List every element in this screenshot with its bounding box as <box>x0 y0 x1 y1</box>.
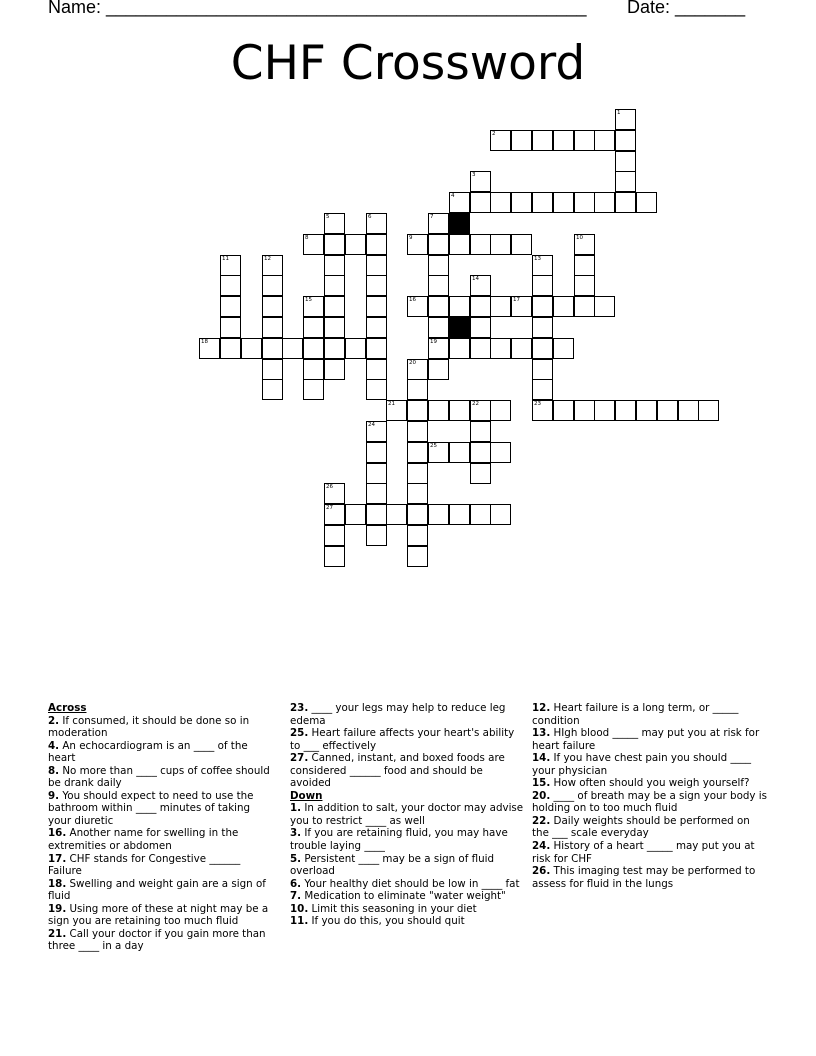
date-field: Date: _______ <box>627 0 746 17</box>
clue-item <box>290 727 524 752</box>
grid-cell[interactable] <box>199 338 220 359</box>
grid-cell[interactable] <box>428 504 449 525</box>
grid-cell[interactable] <box>532 338 553 359</box>
grid-cell[interactable] <box>574 130 595 151</box>
grid-cell[interactable] <box>324 296 345 317</box>
clue-item-number: 27. <box>290 752 309 765</box>
grid-cell[interactable] <box>532 130 553 151</box>
grid-cell[interactable] <box>511 130 532 151</box>
grid-cell[interactable] <box>532 359 553 380</box>
clue-item <box>532 790 768 815</box>
clue-number: 15 <box>305 297 312 303</box>
clue-item <box>290 903 524 916</box>
grid-cell[interactable] <box>449 442 470 463</box>
grid-cell[interactable] <box>553 192 574 213</box>
grid-cell[interactable] <box>678 400 699 421</box>
clue-item-text: Your healthy diet should be low in ____ fat <box>301 877 520 890</box>
grid-cell[interactable] <box>470 504 491 525</box>
grid-cell[interactable] <box>262 275 283 296</box>
clue-item-text: CHF stands for Congestive ______ Failure <box>48 852 241 878</box>
grid-cell[interactable] <box>407 546 428 567</box>
grid-cell[interactable] <box>407 483 428 504</box>
clue-item <box>532 727 768 752</box>
grid-cell[interactable] <box>615 192 636 213</box>
clue-number: 18 <box>201 339 208 345</box>
clue-item-number: 21. <box>48 927 67 940</box>
clue-item-number: 23. <box>290 702 309 714</box>
grid-cell[interactable] <box>303 359 324 380</box>
grid-cell[interactable] <box>594 296 615 317</box>
clue-item-text: HIgh blood _____ may put you at risk for heart failure <box>532 727 760 752</box>
grid-cell[interactable] <box>594 130 615 151</box>
clue-item-number: 6. <box>290 877 302 890</box>
clue-item-number: 18. <box>48 877 67 890</box>
clue-number: 11 <box>222 256 229 262</box>
clue-item-text: If consumed, it should be done so in moderation <box>48 714 250 740</box>
clue-item-number: 19. <box>48 902 67 915</box>
grid-cell[interactable] <box>490 504 511 525</box>
grid-cell[interactable] <box>428 317 449 338</box>
grid-cell[interactable] <box>532 192 553 213</box>
grid-cell[interactable] <box>324 338 345 359</box>
grid-cell[interactable] <box>449 234 470 255</box>
grid-cell[interactable] <box>324 483 345 504</box>
grid-cell[interactable] <box>511 338 532 359</box>
clue-item <box>290 702 524 727</box>
clue-item-text: In addition to salt, your doctor may advise you to restrict ____ as well <box>290 802 524 827</box>
grid-cell[interactable] <box>366 442 387 463</box>
clue-item-number: 4. <box>48 739 60 752</box>
grid-cell[interactable] <box>303 296 324 317</box>
clue-item <box>48 790 274 828</box>
grid-cell[interactable] <box>470 275 491 296</box>
grid-cell[interactable] <box>386 400 407 421</box>
grid-cell[interactable] <box>594 192 615 213</box>
clue-number: 26 <box>326 484 333 490</box>
grid-cell[interactable] <box>470 192 491 213</box>
grid-cell[interactable] <box>366 504 387 525</box>
clue-item-number: 8. <box>48 764 60 777</box>
clue-item-text: Heart failure affects your heart's ability to ___ effectively <box>290 727 515 752</box>
clue-item-text: Another name for swelling in the extremities or abdomen <box>48 827 239 853</box>
black-square <box>449 213 470 234</box>
clue-item-text: How often should you weigh yourself? <box>550 777 750 790</box>
grid-cell[interactable] <box>470 296 491 317</box>
grid-cell[interactable] <box>428 275 449 296</box>
clue-item-text: ____ of breath may be a sign your body is holding on to too much fluid <box>532 789 767 815</box>
black-square <box>449 317 470 338</box>
clues-column-2 <box>290 702 524 928</box>
grid-cell[interactable] <box>490 296 511 317</box>
grid-cell[interactable] <box>220 338 241 359</box>
grid-cell[interactable] <box>490 234 511 255</box>
grid-cell[interactable] <box>407 463 428 484</box>
clue-number: 21 <box>388 401 395 407</box>
grid-cell[interactable] <box>470 171 491 192</box>
grid-cell[interactable] <box>366 359 387 380</box>
grid-cell[interactable] <box>428 442 449 463</box>
grid-cell[interactable] <box>574 234 595 255</box>
grid-cell[interactable] <box>698 400 719 421</box>
grid-cell[interactable] <box>511 234 532 255</box>
grid-cell[interactable] <box>470 400 491 421</box>
clue-number: 23 <box>534 401 541 407</box>
grid-cell[interactable] <box>490 442 511 463</box>
clue-item <box>290 802 524 827</box>
grid-cell[interactable] <box>470 421 491 442</box>
clue-number: 19 <box>430 339 437 345</box>
clue-item-number: 10. <box>290 902 309 915</box>
grid-cell[interactable] <box>262 359 283 380</box>
clue-item-number: 3. <box>290 827 302 840</box>
clue-number: 9 <box>409 235 413 241</box>
grid-cell[interactable] <box>490 400 511 421</box>
grid-cell[interactable] <box>615 130 636 151</box>
grid-cell[interactable] <box>345 234 366 255</box>
clue-item-number: 9. <box>48 789 60 802</box>
grid-cell[interactable] <box>574 296 595 317</box>
grid-cell[interactable] <box>428 234 449 255</box>
grid-cell[interactable] <box>366 296 387 317</box>
grid-cell[interactable] <box>428 213 449 234</box>
clue-item-number: 7. <box>290 890 302 903</box>
grid-cell[interactable] <box>449 338 470 359</box>
grid-cell[interactable] <box>470 338 491 359</box>
clue-number: 8 <box>305 235 309 241</box>
grid-cell[interactable] <box>428 255 449 276</box>
grid-cell[interactable] <box>553 296 574 317</box>
grid-cell[interactable] <box>262 379 283 400</box>
clue-item-text: Daily weights should be performed on the ___ scale everyday <box>532 814 750 840</box>
grid-cell[interactable] <box>470 317 491 338</box>
grid-cell[interactable] <box>366 234 387 255</box>
clue-number: 6 <box>368 214 372 220</box>
grid-cell[interactable] <box>470 442 491 463</box>
clue-number: 14 <box>472 276 479 282</box>
grid-cell[interactable] <box>262 296 283 317</box>
clue-item-number: 11. <box>290 915 309 928</box>
clue-item <box>48 715 274 740</box>
clue-item-number: 15. <box>532 777 551 790</box>
grid-cell[interactable] <box>490 130 511 151</box>
clue-number: 7 <box>430 214 434 220</box>
grid-cell[interactable] <box>407 296 428 317</box>
clue-number: 1 <box>617 110 621 116</box>
grid-cell[interactable] <box>407 234 428 255</box>
clue-item <box>290 827 524 852</box>
clue-item-text: This imaging test may be performed to assess for fluid in the lungs <box>532 865 756 890</box>
clue-item <box>290 853 524 878</box>
clue-item-number: 5. <box>290 852 302 865</box>
grid-cell[interactable] <box>324 275 345 296</box>
grid-cell[interactable] <box>428 400 449 421</box>
grid-cell[interactable] <box>470 463 491 484</box>
grid-cell[interactable] <box>407 379 428 400</box>
clue-item <box>48 827 274 852</box>
grid-cell[interactable] <box>449 400 470 421</box>
grid-cell[interactable] <box>511 296 532 317</box>
grid-cell[interactable] <box>449 296 470 317</box>
grid-cell[interactable] <box>324 359 345 380</box>
clue-item-text: No more than ____ cups of coffee should be drank daily <box>48 764 270 790</box>
grid-cell[interactable] <box>574 192 595 213</box>
clue-item <box>532 815 768 840</box>
clue-item-text: Persistent ____ may be a sign of fluid overload <box>290 852 495 878</box>
grid-cell[interactable] <box>262 317 283 338</box>
grid-cell[interactable] <box>366 275 387 296</box>
clue-item-text: Canned, instant, and boxed foods are considered ______ food and should be avoided <box>290 752 505 790</box>
grid-cell[interactable] <box>657 400 678 421</box>
grid-cell[interactable] <box>407 359 428 380</box>
grid-cell[interactable] <box>574 255 595 276</box>
grid-cell[interactable] <box>490 338 511 359</box>
grid-cell[interactable] <box>407 504 428 525</box>
grid-cell[interactable] <box>366 525 387 546</box>
grid-cell[interactable] <box>282 338 303 359</box>
clue-number: 12 <box>264 256 271 262</box>
clue-item <box>48 878 274 903</box>
grid-cell[interactable] <box>532 275 553 296</box>
clue-item <box>532 702 768 727</box>
grid-cell[interactable] <box>449 192 470 213</box>
grid-cell[interactable] <box>615 400 636 421</box>
grid-cell[interactable] <box>594 400 615 421</box>
clue-number: 17 <box>513 297 520 303</box>
grid-cell[interactable] <box>220 275 241 296</box>
grid-cell[interactable] <box>407 442 428 463</box>
grid-cell[interactable] <box>366 338 387 359</box>
clue-item-text: Medication to eliminate "water weight" <box>301 890 506 903</box>
grid-cell[interactable] <box>220 255 241 276</box>
clue-item-text: You should expect to need to use the bathroom within ____ minutes of taking your diuretic <box>48 789 254 827</box>
clue-item <box>532 840 768 865</box>
grid-cell[interactable] <box>407 421 428 442</box>
clue-item-number: 12. <box>532 702 551 714</box>
clue-number: 4 <box>451 193 455 199</box>
clue-number: 25 <box>430 443 437 449</box>
clue-item-text: Heart failure is a long term, or _____ condition <box>532 702 739 727</box>
clue-item-text: If you are retaining fluid, you may have trouble laying ____ <box>290 827 508 853</box>
grid-cell[interactable] <box>636 192 657 213</box>
clue-item-number: 13. <box>532 727 551 740</box>
grid-cell[interactable] <box>636 400 657 421</box>
clue-number: 22 <box>472 401 479 407</box>
clue-item-number: 16. <box>48 827 67 840</box>
grid-cell[interactable] <box>262 338 283 359</box>
clue-item-text: Call your doctor if you gain more than three ____ in a day <box>48 927 266 953</box>
grid-cell[interactable] <box>574 400 595 421</box>
grid-cell[interactable] <box>553 338 574 359</box>
grid-cell[interactable] <box>303 379 324 400</box>
clue-item <box>48 765 274 790</box>
clue-item <box>290 878 524 891</box>
grid-cell[interactable] <box>532 255 553 276</box>
clue-item <box>532 752 768 777</box>
clue-number: 24 <box>368 422 375 428</box>
grid-cell[interactable] <box>220 317 241 338</box>
clue-number: 5 <box>326 214 330 220</box>
clue-item-number: 20. <box>532 789 551 802</box>
grid-cell[interactable] <box>220 296 241 317</box>
name-field: Name: ________________________________________________ <box>48 0 587 17</box>
grid-cell[interactable] <box>615 151 636 172</box>
clue-item <box>532 777 768 790</box>
clue-item-text: An echocardiogram is an ____ of the heart <box>48 739 248 765</box>
grid-cell[interactable] <box>366 317 387 338</box>
clue-item-number: 26. <box>532 865 551 878</box>
clue-item-text: Swelling and weight gain are a sign of fluid <box>48 877 266 903</box>
grid-cell[interactable] <box>366 213 387 234</box>
clue-number: 16 <box>409 297 416 303</box>
grid-cell[interactable] <box>449 504 470 525</box>
grid-cell[interactable] <box>303 338 324 359</box>
grid-cell[interactable] <box>324 546 345 567</box>
grid-cell[interactable] <box>324 525 345 546</box>
grid-cell[interactable] <box>470 234 491 255</box>
grid-cell[interactable] <box>262 255 283 276</box>
grid-cell[interactable] <box>553 130 574 151</box>
clue-item <box>48 928 274 953</box>
clue-item-number: 2. <box>48 714 60 727</box>
clue-item-text: If you do this, you should quit <box>308 915 465 928</box>
clue-item-number: 24. <box>532 840 551 853</box>
down-clue-list-continued <box>532 702 768 890</box>
grid-cell[interactable] <box>553 400 574 421</box>
grid-cell[interactable] <box>407 525 428 546</box>
clue-item-number: 14. <box>532 752 551 765</box>
clue-item <box>290 915 524 928</box>
grid-cell[interactable] <box>324 255 345 276</box>
clue-item <box>290 752 524 790</box>
clues-column-1 <box>48 702 274 953</box>
across-heading: Across <box>48 702 87 714</box>
grid-cell[interactable] <box>303 234 324 255</box>
clue-item-text: Using more of these at night may be a sign you are retaining too much fluid <box>48 902 269 928</box>
grid-cell[interactable] <box>615 109 636 130</box>
clue-number: 27 <box>326 505 333 511</box>
grid-cell[interactable] <box>428 359 449 380</box>
clue-item-text: History of a heart _____ may put you at risk for CHF <box>532 840 755 865</box>
grid-cell[interactable] <box>366 255 387 276</box>
grid-cell[interactable] <box>366 421 387 442</box>
clues-column-3 <box>532 702 768 890</box>
clue-item <box>48 853 274 878</box>
grid-cell[interactable] <box>615 171 636 192</box>
clue-item-text: If you have chest pain you should ____ your physician <box>532 752 752 777</box>
grid-cell[interactable] <box>428 338 449 359</box>
clue-item-number: 25. <box>290 727 309 740</box>
grid-cell[interactable] <box>511 192 532 213</box>
clue-item <box>48 740 274 765</box>
clue-item <box>290 890 524 903</box>
across-clue-list-continued <box>290 702 524 790</box>
clue-item <box>532 865 768 890</box>
grid-cell[interactable] <box>324 504 345 525</box>
grid-cell[interactable] <box>574 275 595 296</box>
grid-cell[interactable] <box>532 400 553 421</box>
page-title: CHF Crossword <box>230 36 586 91</box>
clue-number: 13 <box>534 256 541 262</box>
grid-cell[interactable] <box>532 379 553 400</box>
grid-cell[interactable] <box>366 379 387 400</box>
grid-cell[interactable] <box>532 317 553 338</box>
grid-cell[interactable] <box>241 338 262 359</box>
clue-number: 20 <box>409 360 416 366</box>
grid-cell[interactable] <box>324 234 345 255</box>
down-clue-list <box>290 802 524 927</box>
grid-cell[interactable] <box>303 317 324 338</box>
grid-cell[interactable] <box>407 400 428 421</box>
clue-item-number: 17. <box>48 852 67 865</box>
grid-cell[interactable] <box>490 192 511 213</box>
grid-cell[interactable] <box>532 296 553 317</box>
clue-item <box>48 903 274 928</box>
clue-number: 10 <box>576 235 583 241</box>
clue-number: 2 <box>492 131 496 137</box>
grid-cell[interactable] <box>366 463 387 484</box>
clue-number: 3 <box>472 172 476 178</box>
clue-item-number: 22. <box>532 814 551 827</box>
grid-cell[interactable] <box>386 504 407 525</box>
clue-item-number: 1. <box>290 802 302 815</box>
grid-cell[interactable] <box>366 483 387 504</box>
down-heading: Down <box>290 789 323 802</box>
grid-cell[interactable] <box>324 213 345 234</box>
grid-cell[interactable] <box>345 504 366 525</box>
across-clue-list <box>48 715 274 953</box>
grid-cell[interactable] <box>345 338 366 359</box>
clue-item-text: ____ your legs may help to reduce leg edema <box>290 702 506 727</box>
clue-item-text: Limit this seasoning in your diet <box>308 902 477 915</box>
grid-cell[interactable] <box>324 317 345 338</box>
grid-cell[interactable] <box>428 296 449 317</box>
